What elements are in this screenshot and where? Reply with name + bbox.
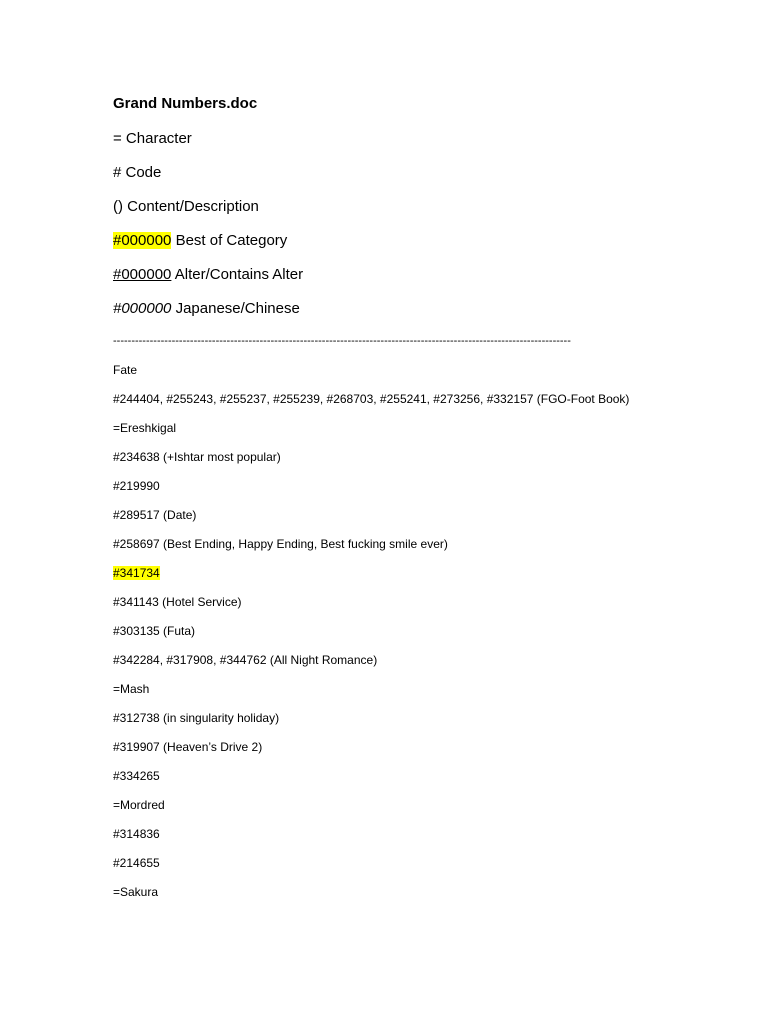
legend-japanese-chinese xyxy=(113,301,300,316)
alter-code-underline: #000000 xyxy=(113,266,172,283)
list-item-highlighted xyxy=(113,567,160,579)
jp-code-italic: #000000 xyxy=(113,300,172,317)
jp-label: Japanese/Chinese xyxy=(171,300,300,317)
list-item: #342284, #317908, #344762 (All Night Romance) xyxy=(113,653,378,667)
list-item: #314836 xyxy=(113,827,160,841)
best-label: Best of Category xyxy=(171,232,288,249)
document-title: Grand Numbers.doc xyxy=(113,95,258,112)
list-item: #319907 (Heaven’s Drive 2) xyxy=(113,740,263,754)
best-entry-highlight: #341734 xyxy=(113,566,160,580)
list-item: #214655 xyxy=(113,856,160,870)
list-item: #303135 (Futa) xyxy=(113,624,196,638)
legend-alter xyxy=(113,267,303,282)
list-item: #334265 xyxy=(113,769,160,783)
section-divider: ----------------------------------------------------------------------------------------------------------------------------- xyxy=(113,335,571,347)
list-item: =Mash xyxy=(113,682,150,696)
list-item: #289517 (Date) xyxy=(113,508,197,522)
best-code-highlight: #000000 xyxy=(113,232,172,249)
list-item: #341143 (Hotel Service) xyxy=(113,595,242,609)
legend-best-of-category xyxy=(113,233,287,248)
alter-label: Alter/Contains Alter xyxy=(171,266,304,283)
list-item: Fate xyxy=(113,363,138,377)
legend-character: = Character xyxy=(113,130,192,147)
list-item: #244404, #255243, #255237, #255239, #268703, #255241, #273256, #332157 (FGO-Foot Book) xyxy=(113,392,630,406)
list-item: #258697 (Best Ending, Happy Ending, Best fucking smile ever) xyxy=(113,537,448,551)
legend-code: # Code xyxy=(113,164,162,181)
list-item: =Mordred xyxy=(113,798,165,812)
list-item: =Ereshkigal xyxy=(113,421,177,435)
list-item: #312738 (in singularity holiday) xyxy=(113,711,280,725)
legend-content: () Content/Description xyxy=(113,198,259,215)
list-item: #234638 (+Ishtar most popular) xyxy=(113,450,281,464)
list-item: #219990 xyxy=(113,479,160,493)
list-item: =Sakura xyxy=(113,885,159,899)
